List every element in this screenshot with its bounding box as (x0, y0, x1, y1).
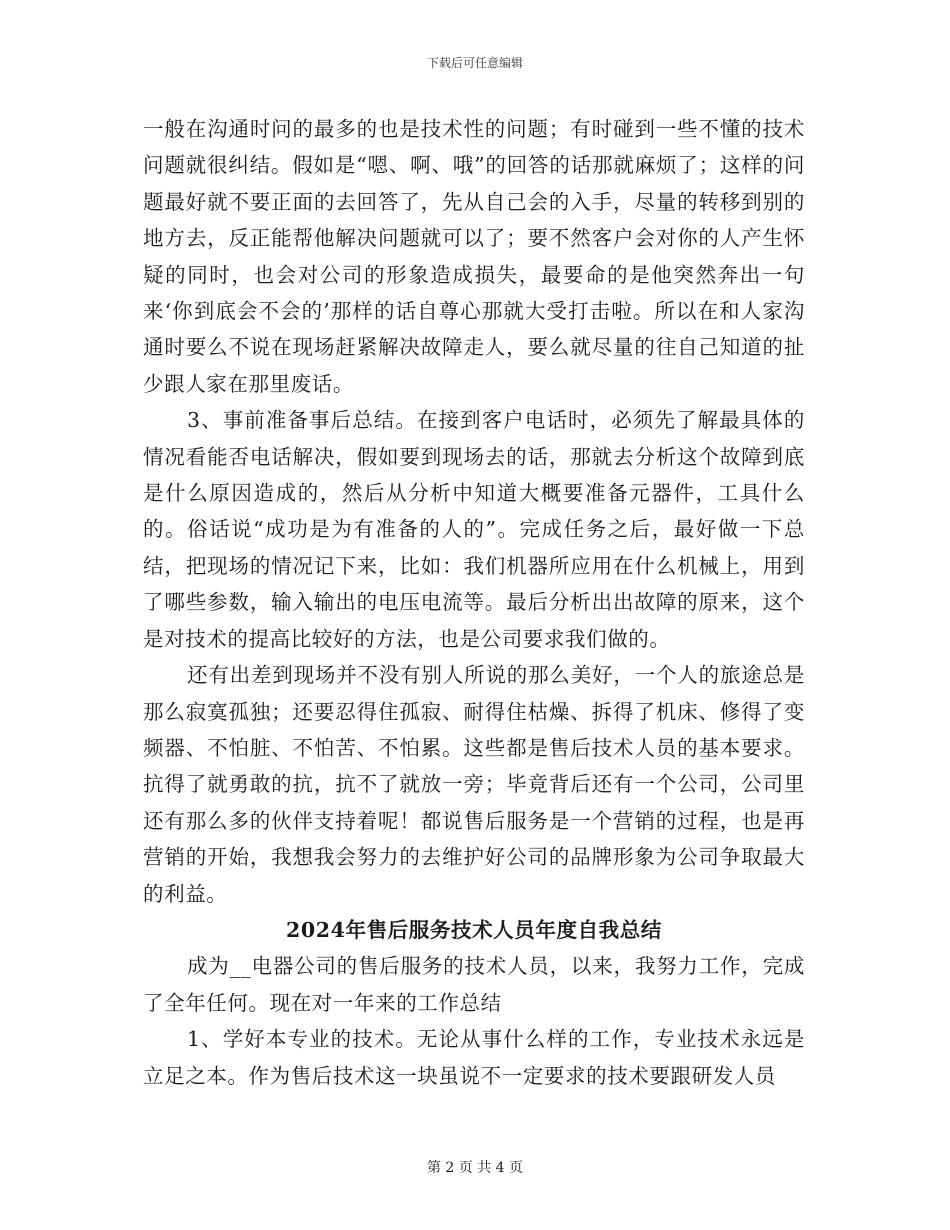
paragraph-preparation: 3、事前准备事后总结。在接到客户电话时，必须先了解最具体的情况看能否电话解决，假如要到现场去的话，那就去分析这个故障到底是什么原因造成的，然后从分析中知道大概要准备元器件，工具什么的。俗话说“成功是为有准备的人的”。完成任务之后，最好做一下总结，把现场的情况记下来，比如：我们机器所应用在什么机械上，用到了哪些参数，输入输出的电压电流等。最后分析出出故障的原来，这个是对技术的提高比较好的方法，也是公司要求我们做的。 (143, 408, 805, 651)
page-header: 下载后可任意编辑 (426, 56, 523, 70)
paragraph-communication: 一般在沟通时问的最多的也是技术性的问题；有时碰到一些不懂的技术问题就很纠结。假如是“嗯、啊、哦”的回答的话那就麻烦了；这样的问题最好就不要正面的去回答了，先从自己会的入手，尽量的转移到别的地方去，反正能帮他解决问题就可以了；要不然客户会对你的人产生怀疑的同时，也会对公司的形象造成损失，最要命的是他突然奔出一句来‘你到底会不会的’那样的话自尊心那就大受打击啦。所以在和人家沟通时要么不说在现场赶紧解决故障走人，要么就尽量的往自己知道的扯少跟人家在那里废话。 (143, 117, 805, 396)
document-body (143, 111, 805, 1094)
paragraph-intro: 成为__电器公司的售后服务的技术人员，以来，我努力工作，完成了全年任何。现在对一年来的工作总结 (143, 954, 805, 1015)
section-heading: 2024年售后服务技术人员年度自我总结 (286, 917, 662, 942)
paragraph-skills: 1、学好本专业的技术。无论从事什么样的工作，专业技术永远是立足之本。作为售后技术这一块虽说不一定要求的技术要跟研发人员 (143, 1027, 805, 1088)
paragraph-travel: 还有出差到现场并不没有别人所说的那么美好，一个人的旅途总是那么寂寞孤独；还要忍得住孤寂、耐得住枯燥、拆得了机床、修得了变频器、不怕脏、不怕苦、不怕累。这些都是售后技术人员的基本要求。抗得了就勇敢的抗，抗不了就放一旁；毕竟背后还有一个公司，公司里还有那么多的伙伴支持着呢！都说售后服务是一个营销的过程，也是再营销的开始，我想我会努力的去维护好公司的品牌形象为公司争取最大的利益。 (143, 663, 805, 906)
page-footer: 第 2 页 共 4 页 (426, 1160, 524, 1176)
